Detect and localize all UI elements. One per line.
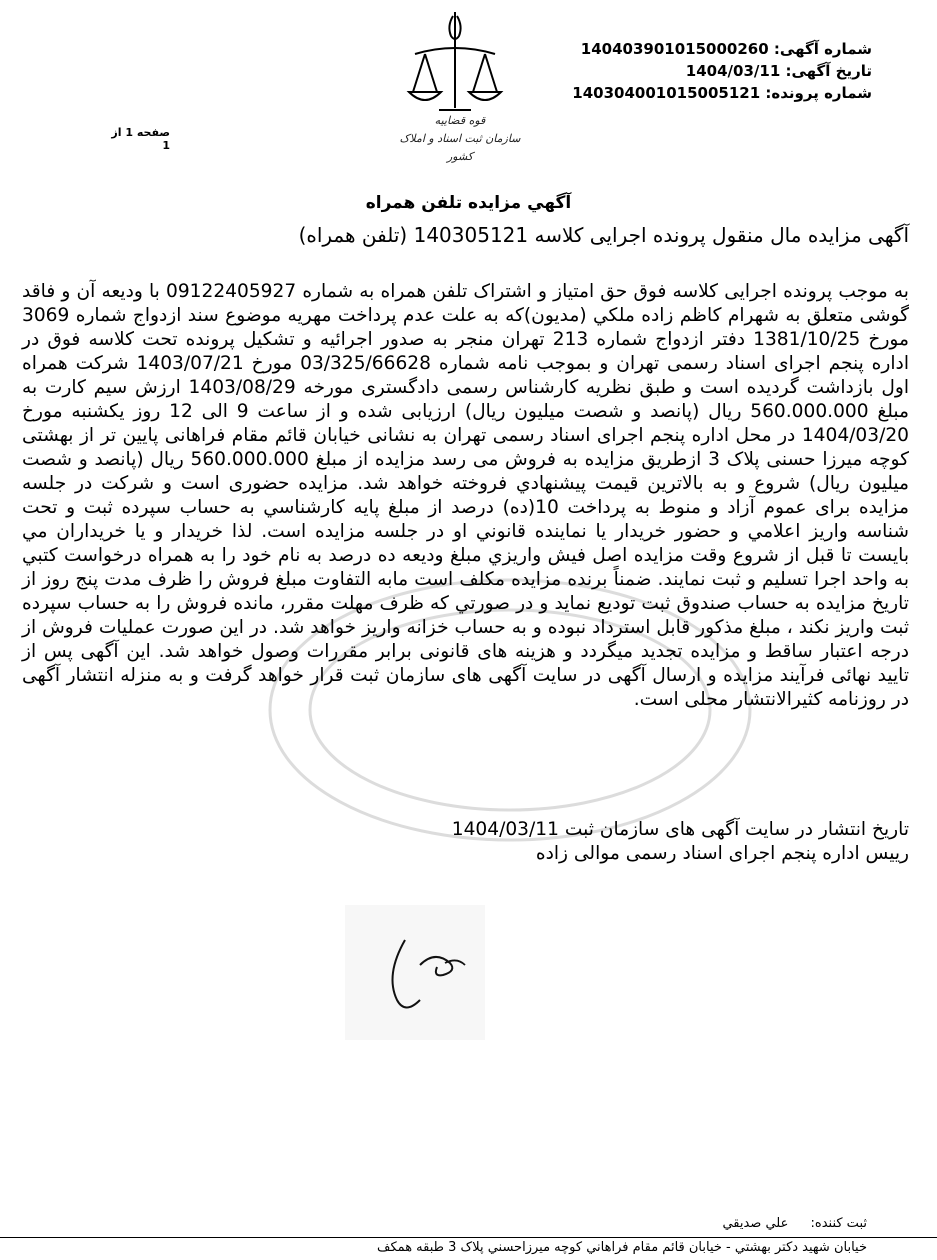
header-meta [552,38,872,104]
ad-number-row [552,38,872,60]
document-subtitle: آگهی مزایده مال منقول پرونده اجرایی کلاسه 140305121 (تلفن همراه) [298,223,909,247]
case-number-label: شماره پرونده: [765,84,872,102]
registrar-name: علي صديقي [722,1216,789,1231]
announcement-body [22,280,909,712]
judiciary-emblem [395,8,525,163]
emblem-caption [395,112,525,166]
ad-date-row [552,60,872,82]
registrar-row [567,1216,867,1231]
publication-block [29,818,909,866]
body-paragraph: به موجب پرونده اجرایی کلاسه فوق حق امتیاز و اشتراک تلفن همراه به شماره 09122405927 با ودیعه آن و فاقد گوشی متعلق به شهرام کاظم زاده ملکي (مديون)که به علت عدم پرداخت مهریه موضوع سند ازدواج شماره 3069 مورخ 1381/10/25 دفتر ازدواج شماره 213 تهران منجر به صدور اجرائیه و تشکیل پرونده تحت کلاسه فوق در اداره پنجم اجرای اسناد رسمی تهران و بموجب نامه شماره 03/325/66628 مورخ 1403/07/21 شرکت همراه اول بازداشت گردیده است و طبق نظریه کارشناس رسمی دادگستری مورخه 1403/08/29 ارزش سیم کارت به مبلغ 560.000.000 ریال (پانصد و شصت میلیون ریال) ارزیابی شده و از ساعت 9 الی 12 روز یکشنبه مورخ 1404/03/20 در محل اداره پنجم اجرای اسناد رسمی تهران به نشانی خیابان قائم مقام فراهانی پایین تر از بهشتی کوچه میرزا حسنی پلاک 3 ازطریق مزایده به فروش می رسد مزایده از مبلغ 560.000.000 ریال (پانصد و شصت میلیون ریال) شروع و به بالاترين قيمت پيشنهادي فروخته خواهد شد. مزایده حضوری است و شرکت در جلسه مزایده برای عموم آزاد و منوط به پرداخت 10(ده) درصد از مبلغ پايه کارشناسي به حساب سپرده ثبت و تحت شناسه واريز اعلامي و حضور خريدار يا نماينده قانوني او در جلسه مزايده است. لذا خريدار و يا خريداران مي بايست تا قبل از شروع وقت مزايده اصل فيش واريزي مبلغ وديعه ده درصد به نام خود را به همراه درخواست کتبي به واحد اجرا تسليم و ثبت نمايند. ضمناً برنده مزايده مکلف است مابه التفاوت مبلغ فروش را ظرف مدت پنج روز از تاريخ مزايده به حساب صندوق ثبت توديع نمايد و در صورتي که ظرف مهلت مقرر، مانده فروش را به حساب سپرده ثبت واريز نکند ، مبلغ مذکور قابل استرداد نبوده و به حساب خزانه واريز خواهد شد. در اين صورت عمليات فروش از درجه اعتبار ساقط و مزايده تجديد ميگردد و هزينه های قانونی برابر مقررات وصول خواهد شد. این آگهی پس از تایید نهائی فرآیند مزایده و ارسال آگهی در سایت آگهی های سازمان ثبت قرار خواهد گرفت و به منزله انتشار آگهی در روزنامه کثیرالانتشار محلی است. [22,281,909,710]
emblem-caption-line1: قوه قضاییه [434,114,486,127]
page-indicator: صفحه 1 از 1 [111,126,170,152]
ad-date-label: تاریخ آگهی: [785,62,872,80]
handwritten-signature [345,905,485,1040]
document-title: آگهي مزايده تلفن همراه [365,193,572,213]
case-number-row [552,82,872,104]
ad-number: 140403901015000260 [580,40,769,58]
ad-number-label: شماره آگهی: [773,40,872,58]
signatory-line: رییس اداره پنجم اجرای اسناد رسمی موالی زاده [535,843,909,864]
ad-date: 1404/03/11 [685,62,781,80]
footer-divider [0,1237,937,1238]
publication-line: تاریخ انتشار در سایت آگهی های سازمان ثبت 1404/03/11 [451,819,909,840]
office-address: خيابان شهيد دکتر بهشتي - خيابان قائم مقام فراهاني کوچه ميرزاحسني پلاک 3 طبقه همکف [377,1240,867,1255]
emblem-caption-line2: سازمان ثبت اسناد و املاک کشور [399,132,521,163]
case-number: 140304001015005121 [572,84,761,102]
registrar-label: ثبت کننده: [810,1216,867,1231]
